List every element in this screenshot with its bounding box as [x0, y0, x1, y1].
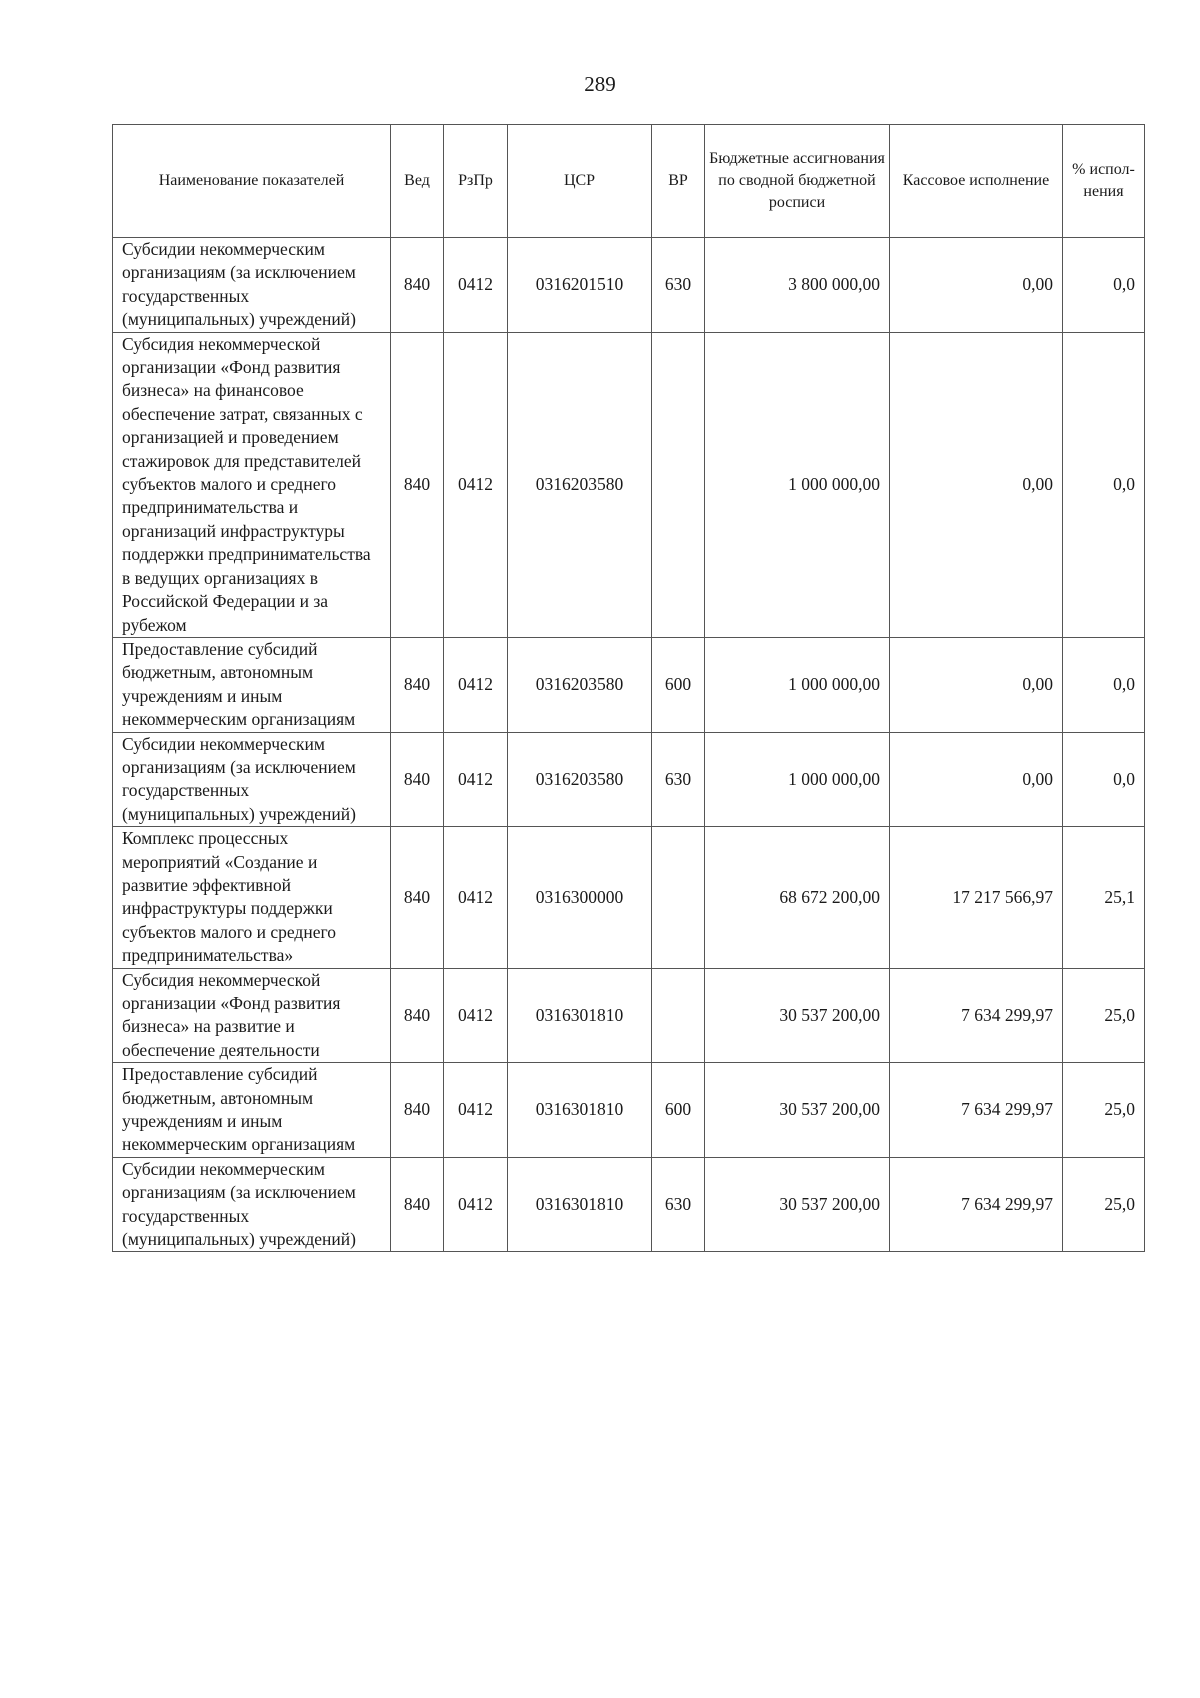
row-name: Субсидии некоммерческим организациям (за исключением государственных (муниципальных) учреждений): [113, 732, 391, 827]
row-rzpr: 0412: [444, 827, 508, 968]
table-row: [113, 827, 1145, 968]
row-executed: 7 634 299,97: [890, 968, 1063, 1063]
header-percent: % испол-нения: [1063, 125, 1145, 238]
row-percent: 0,0: [1063, 238, 1145, 333]
table-row: [113, 238, 1145, 333]
row-percent: 25,1: [1063, 827, 1145, 968]
row-csr: 0316201510: [508, 238, 652, 333]
row-csr: 0316301810: [508, 968, 652, 1063]
row-executed: 0,00: [890, 637, 1063, 732]
row-rzpr: 0412: [444, 1063, 508, 1158]
header-csr: ЦСР: [508, 125, 652, 238]
row-rzpr: 0412: [444, 1157, 508, 1252]
row-assigned: 30 537 200,00: [705, 968, 890, 1063]
row-ved: 840: [391, 827, 444, 968]
row-assigned: 30 537 200,00: [705, 1157, 890, 1252]
table-row: [113, 637, 1145, 732]
row-executed: 7 634 299,97: [890, 1157, 1063, 1252]
row-vr: 600: [652, 1063, 705, 1158]
table-row: [113, 1157, 1145, 1252]
row-csr: 0316300000: [508, 827, 652, 968]
row-rzpr: 0412: [444, 968, 508, 1063]
row-executed: 17 217 566,97: [890, 827, 1063, 968]
row-ved: 840: [391, 968, 444, 1063]
row-percent: 0,0: [1063, 637, 1145, 732]
header-assigned: Бюджетные ассигнования по сводной бюджетной росписи: [705, 125, 890, 238]
row-percent: 0,0: [1063, 332, 1145, 637]
row-name: Комплекс процессных мероприятий «Создание и развитие эффективной инфраструктуры поддержки субъектов малого и среднего предпринимательства»: [113, 827, 391, 968]
row-ved: 840: [391, 238, 444, 333]
row-assigned: 30 537 200,00: [705, 1063, 890, 1158]
row-executed: 7 634 299,97: [890, 1063, 1063, 1158]
header-ved: Вед: [391, 125, 444, 238]
row-executed: 0,00: [890, 732, 1063, 827]
table-header-row: [113, 125, 1145, 238]
row-percent: 25,0: [1063, 968, 1145, 1063]
page-number: 289: [584, 72, 616, 96]
row-assigned: 1 000 000,00: [705, 637, 890, 732]
row-percent: 25,0: [1063, 1063, 1145, 1158]
table-row: [113, 1063, 1145, 1158]
row-percent: 25,0: [1063, 1157, 1145, 1252]
row-ved: 840: [391, 1157, 444, 1252]
row-executed: 0,00: [890, 238, 1063, 333]
row-rzpr: 0412: [444, 332, 508, 637]
row-vr: 630: [652, 732, 705, 827]
header-vr: ВР: [652, 125, 705, 238]
header-name: Наименование показателей: [113, 125, 391, 238]
table-row: [113, 732, 1145, 827]
row-vr: 630: [652, 1157, 705, 1252]
row-name: Предоставление субсидий бюджетным, автономным учреждениям и иным некоммерческим организациям: [113, 637, 391, 732]
row-vr: 630: [652, 238, 705, 333]
row-ved: 840: [391, 732, 444, 827]
table-row: [113, 968, 1145, 1063]
row-ved: 840: [391, 332, 444, 637]
row-vr: [652, 827, 705, 968]
header-executed: Кассовое исполнение: [890, 125, 1063, 238]
row-ved: 840: [391, 1063, 444, 1158]
row-csr: 0316203580: [508, 332, 652, 637]
budget-table: [112, 124, 1145, 1252]
row-assigned: 1 000 000,00: [705, 732, 890, 827]
row-vr: [652, 968, 705, 1063]
row-vr: [652, 332, 705, 637]
row-percent: 0,0: [1063, 732, 1145, 827]
row-name: Субсидии некоммерческим организациям (за исключением государственных (муниципальных) учреждений): [113, 1157, 391, 1252]
header-rzpr: РзПр: [444, 125, 508, 238]
row-name: Субсидии некоммерческим организациям (за исключением государственных (муниципальных) учреждений): [113, 238, 391, 333]
row-rzpr: 0412: [444, 637, 508, 732]
row-csr: 0316203580: [508, 637, 652, 732]
row-assigned: 3 800 000,00: [705, 238, 890, 333]
row-ved: 840: [391, 637, 444, 732]
row-csr: 0316301810: [508, 1157, 652, 1252]
row-name: Субсидия некоммерческой организации «Фонд развития бизнеса» на развитие и обеспечение деятельности: [113, 968, 391, 1063]
table-row: [113, 332, 1145, 637]
row-assigned: 1 000 000,00: [705, 332, 890, 637]
row-name: Предоставление субсидий бюджетным, автономным учреждениям и иным некоммерческим организациям: [113, 1063, 391, 1158]
row-csr: 0316203580: [508, 732, 652, 827]
row-rzpr: 0412: [444, 732, 508, 827]
row-rzpr: 0412: [444, 238, 508, 333]
row-csr: 0316301810: [508, 1063, 652, 1158]
row-vr: 600: [652, 637, 705, 732]
row-assigned: 68 672 200,00: [705, 827, 890, 968]
row-name: Субсидия некоммерческой организации «Фонд развития бизнеса» на финансовое обеспечение затрат, связанных с организацией и проведением стажировок для представителей субъектов малого и среднего предпринимательства и организаций инфраструктуры поддержки предпринимательства в ведущих организациях в Российской Федерации и за рубежом: [113, 332, 391, 637]
row-executed: 0,00: [890, 332, 1063, 637]
